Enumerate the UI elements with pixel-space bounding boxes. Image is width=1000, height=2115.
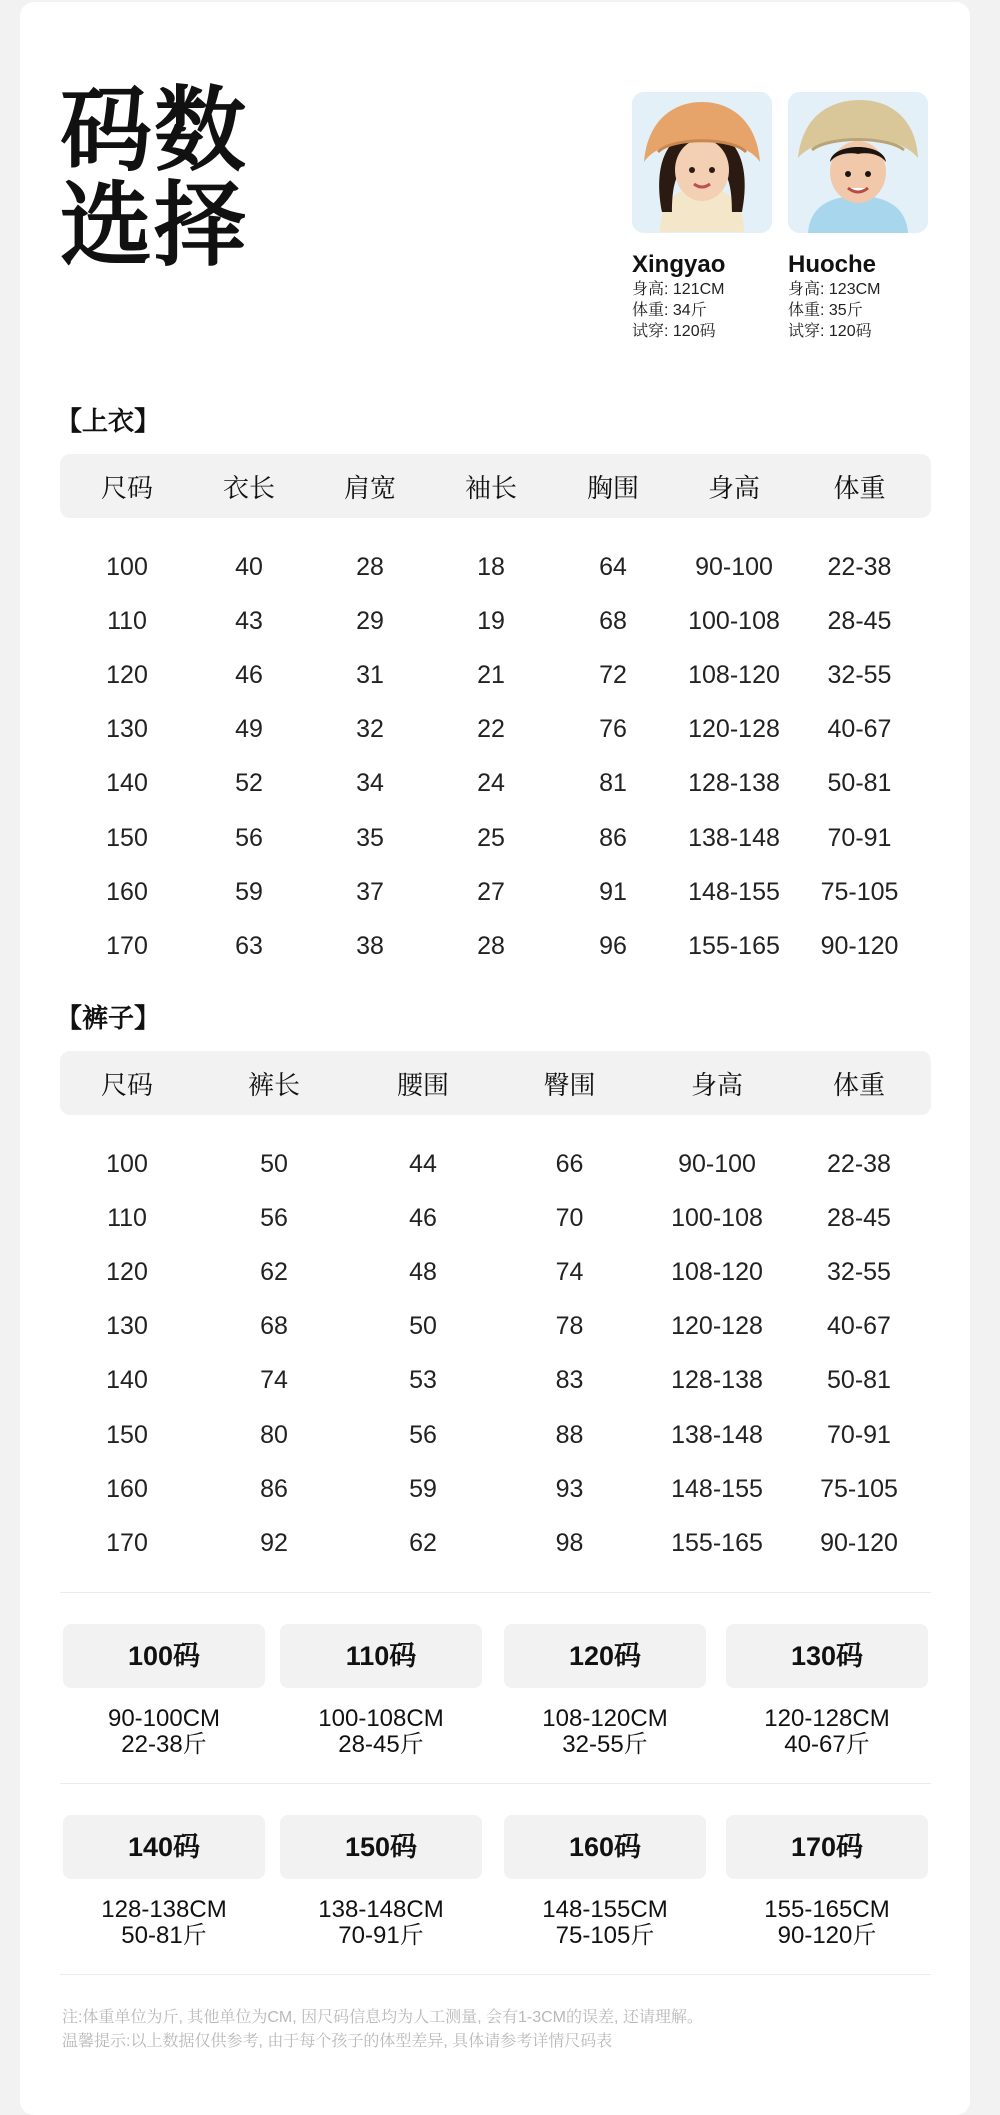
table-cell: 76 xyxy=(599,715,627,744)
table-cell: 128-138 xyxy=(671,1366,763,1395)
size-weight: 70-91斤 xyxy=(338,1922,424,1949)
table-cell: 56 xyxy=(235,823,263,852)
table-cell: 27 xyxy=(477,877,505,906)
table-cell: 160 xyxy=(106,877,148,906)
column-header: 身高 xyxy=(690,1069,743,1100)
size-weight: 90-120斤 xyxy=(777,1922,877,1949)
table-cell: 21 xyxy=(477,660,505,689)
model-card-xingyao xyxy=(632,92,772,342)
table-cell: 110 xyxy=(107,606,147,635)
table-row xyxy=(60,1300,931,1354)
table-cell: 68 xyxy=(260,1312,288,1341)
table-cell: 100 xyxy=(106,1149,148,1178)
model-size: 试穿: 120码 xyxy=(632,323,716,340)
table-cell: 90-120 xyxy=(820,1528,898,1557)
table-cell: 120 xyxy=(106,660,148,689)
size-label: 120码 xyxy=(504,1624,706,1688)
column-header: 衣长 xyxy=(222,472,275,503)
table-cell: 29 xyxy=(356,606,384,635)
table-cell: 80 xyxy=(260,1420,288,1449)
table-cell: 59 xyxy=(235,877,263,906)
size-weight: 28-45斤 xyxy=(338,1731,424,1758)
table-cell: 50 xyxy=(260,1149,288,1178)
table-cell: 92 xyxy=(260,1528,288,1557)
divider xyxy=(60,1974,931,1975)
table-cell: 19 xyxy=(477,606,505,635)
table-cell: 40-67 xyxy=(827,1312,891,1341)
size-label: 130码 xyxy=(726,1624,928,1688)
table-cell: 59 xyxy=(409,1474,437,1503)
table-cell: 22-38 xyxy=(827,552,892,581)
table-cell: 150 xyxy=(106,823,148,852)
size-weight: 22-38斤 xyxy=(121,1731,207,1758)
table-cell: 50-81 xyxy=(827,769,892,798)
table-cell: 50-81 xyxy=(827,1366,891,1395)
table-cell: 46 xyxy=(235,660,263,689)
size-guide-item xyxy=(504,1624,706,1758)
table-row xyxy=(60,1354,931,1408)
table-cell: 75-105 xyxy=(820,877,899,906)
table-cell: 22-38 xyxy=(827,1149,891,1178)
table-cell: 44 xyxy=(409,1149,437,1178)
table-cell: 96 xyxy=(599,931,627,960)
table-cell: 100 xyxy=(106,552,148,581)
table-cell: 52 xyxy=(235,769,263,798)
table-cell: 72 xyxy=(599,660,627,689)
table-cell: 70-91 xyxy=(827,1420,891,1449)
table-row xyxy=(60,594,931,648)
table-cell: 40-67 xyxy=(827,715,892,744)
table-cell: 40 xyxy=(235,552,263,581)
column-header: 尺码 xyxy=(100,472,153,503)
footnotes xyxy=(62,2006,703,2054)
column-header: 裤长 xyxy=(247,1069,300,1100)
page-title xyxy=(60,80,249,277)
table-cell: 62 xyxy=(260,1257,288,1286)
size-height: 155-165CM xyxy=(764,1896,890,1923)
tops-section-label: 【上衣】 xyxy=(56,406,161,436)
table-cell: 56 xyxy=(260,1203,288,1232)
table-cell: 86 xyxy=(599,823,627,852)
model-height: 身高: 123CM xyxy=(788,281,881,298)
table-cell: 46 xyxy=(409,1203,437,1232)
table-row xyxy=(60,1462,931,1516)
table-cell: 98 xyxy=(555,1528,584,1557)
column-header: 袖长 xyxy=(464,472,517,503)
table-cell: 83 xyxy=(555,1366,584,1395)
table-cell: 35 xyxy=(356,823,384,852)
size-guide-item xyxy=(63,1624,265,1758)
table-cell: 18 xyxy=(477,552,505,581)
size-label: 160码 xyxy=(504,1815,706,1879)
table-cell: 37 xyxy=(356,877,384,906)
table-row xyxy=(60,1137,931,1191)
note-units: 注:体重单位为斤, 其他单位为CM, 因尺码信息均为人工测量, 会有1-3CM的误差, 还请理解。 xyxy=(62,2009,703,2026)
table-cell: 38 xyxy=(356,931,384,960)
table-cell: 62 xyxy=(409,1528,437,1557)
model-photo xyxy=(632,92,772,233)
size-weight: 75-105斤 xyxy=(555,1922,655,1949)
note-tip: 温馨提示:以上数据仅供参考, 由于每个孩子的体型差异, 具体请参考详情尺码表 xyxy=(62,2033,613,2050)
table-cell: 75-105 xyxy=(820,1474,898,1503)
model-photo xyxy=(788,92,928,233)
tops-size-table xyxy=(60,454,931,974)
size-height: 138-148CM xyxy=(318,1896,444,1923)
table-cell: 170 xyxy=(106,1528,148,1557)
table-cell: 28 xyxy=(477,931,505,960)
size-guide-item xyxy=(63,1815,265,1949)
table-cell: 100-108 xyxy=(688,606,780,635)
table-cell: 108-120 xyxy=(671,1257,763,1286)
table-cell: 120-128 xyxy=(671,1312,763,1341)
size-guide-item xyxy=(726,1815,928,1949)
table-cell: 93 xyxy=(555,1474,584,1503)
table-cell: 88 xyxy=(555,1420,584,1449)
column-header: 尺码 xyxy=(100,1069,153,1100)
size-label: 100码 xyxy=(63,1624,265,1688)
size-weight: 32-55斤 xyxy=(562,1731,648,1758)
table-header xyxy=(60,1051,931,1115)
model-height: 身高: 121CM xyxy=(632,281,725,298)
table-cell: 32-55 xyxy=(827,660,892,689)
table-row xyxy=(60,919,931,973)
table-row xyxy=(60,703,931,757)
table-cell: 148-155 xyxy=(671,1474,763,1503)
table-cell: 68 xyxy=(599,606,627,635)
pants-section-label: 【裤子】 xyxy=(56,1003,161,1033)
table-row xyxy=(60,648,931,702)
size-height: 148-155CM xyxy=(542,1896,668,1923)
table-cell: 120 xyxy=(106,1257,148,1286)
table-row xyxy=(60,1408,931,1462)
table-cell: 28-45 xyxy=(827,606,892,635)
table-row xyxy=(60,757,931,811)
model-weight: 体重: 34斤 xyxy=(632,302,707,319)
model-size: 试穿: 120码 xyxy=(788,323,872,340)
column-header: 肩宽 xyxy=(343,472,396,503)
title-line-2: 选择 xyxy=(60,175,249,277)
size-height: 120-128CM xyxy=(764,1705,890,1732)
model-name: Huoche xyxy=(788,251,877,278)
table-cell: 28-45 xyxy=(827,1203,891,1232)
table-row xyxy=(60,1516,931,1570)
size-guide-item xyxy=(504,1815,706,1949)
table-cell: 150 xyxy=(106,1420,148,1449)
table-cell: 155-165 xyxy=(671,1528,763,1557)
size-label: 150码 xyxy=(280,1815,482,1879)
table-cell: 128-138 xyxy=(688,769,780,798)
table-row xyxy=(60,811,931,865)
divider xyxy=(60,1783,931,1784)
model-card-huoche xyxy=(788,92,928,342)
table-cell: 78 xyxy=(555,1312,584,1341)
table-body xyxy=(60,540,931,974)
divider xyxy=(60,1592,931,1593)
table-cell: 43 xyxy=(235,606,263,635)
table-cell: 90-100 xyxy=(695,552,773,581)
table-cell: 49 xyxy=(235,715,263,744)
table-cell: 130 xyxy=(106,715,148,744)
size-weight: 50-81斤 xyxy=(121,1922,207,1949)
table-row xyxy=(60,1191,931,1245)
table-cell: 155-165 xyxy=(688,931,780,960)
column-header: 身高 xyxy=(707,472,760,503)
size-height: 100-108CM xyxy=(318,1705,444,1732)
column-header: 臀围 xyxy=(543,1069,596,1100)
table-cell: 53 xyxy=(409,1366,437,1395)
table-cell: 120-128 xyxy=(688,715,780,744)
table-cell: 110 xyxy=(107,1203,147,1232)
table-cell: 25 xyxy=(477,823,505,852)
table-cell: 32-55 xyxy=(827,1257,891,1286)
size-weight: 40-67斤 xyxy=(784,1731,870,1758)
size-label: 110码 xyxy=(280,1624,482,1688)
table-cell: 28 xyxy=(356,552,384,581)
table-cell: 138-148 xyxy=(671,1420,763,1449)
model-name: Xingyao xyxy=(632,251,726,278)
size-label: 140码 xyxy=(63,1815,265,1879)
table-cell: 70-91 xyxy=(827,823,892,852)
column-header: 胸围 xyxy=(586,472,639,503)
table-cell: 63 xyxy=(235,931,263,960)
title-line-1: 码数 xyxy=(60,80,249,182)
size-height: 90-100CM xyxy=(107,1705,221,1732)
table-row xyxy=(60,865,931,919)
table-cell: 90-120 xyxy=(820,931,899,960)
pants-size-table xyxy=(60,1051,931,1571)
table-cell: 130 xyxy=(106,1312,148,1341)
table-cell: 90-100 xyxy=(678,1149,756,1178)
table-cell: 74 xyxy=(555,1257,584,1286)
table-header xyxy=(60,454,931,518)
table-cell: 56 xyxy=(409,1420,437,1449)
table-cell: 108-120 xyxy=(688,660,780,689)
table-cell: 32 xyxy=(356,715,384,744)
table-cell: 66 xyxy=(555,1149,584,1178)
table-cell: 81 xyxy=(599,769,627,798)
size-height: 128-138CM xyxy=(101,1896,227,1923)
size-label: 170码 xyxy=(726,1815,928,1879)
table-cell: 140 xyxy=(106,1366,148,1395)
table-cell: 24 xyxy=(477,769,505,798)
size-chart-card xyxy=(20,2,970,2115)
table-cell: 138-148 xyxy=(688,823,780,852)
table-cell: 148-155 xyxy=(688,877,780,906)
table-cell: 48 xyxy=(409,1257,437,1286)
column-header: 体重 xyxy=(833,472,886,503)
table-cell: 34 xyxy=(356,769,384,798)
column-header: 体重 xyxy=(832,1069,885,1100)
table-cell: 160 xyxy=(106,1474,148,1503)
size-guide-item xyxy=(280,1815,482,1949)
table-cell: 86 xyxy=(260,1474,288,1503)
column-header: 腰围 xyxy=(396,1069,449,1100)
table-row xyxy=(60,1245,931,1299)
table-cell: 91 xyxy=(599,877,627,906)
table-body xyxy=(60,1137,931,1571)
table-cell: 74 xyxy=(260,1366,288,1395)
size-guide-item xyxy=(726,1624,928,1758)
table-cell: 140 xyxy=(106,769,148,798)
table-cell: 100-108 xyxy=(671,1203,763,1232)
size-height: 108-120CM xyxy=(542,1705,668,1732)
table-cell: 70 xyxy=(555,1203,584,1232)
table-cell: 50 xyxy=(409,1312,437,1341)
table-row xyxy=(60,540,931,594)
table-cell: 31 xyxy=(356,660,384,689)
table-cell: 22 xyxy=(477,715,505,744)
model-weight: 体重: 35斤 xyxy=(788,302,863,319)
table-cell: 170 xyxy=(106,931,148,960)
table-cell: 64 xyxy=(599,552,627,581)
size-guide-item xyxy=(280,1624,482,1758)
